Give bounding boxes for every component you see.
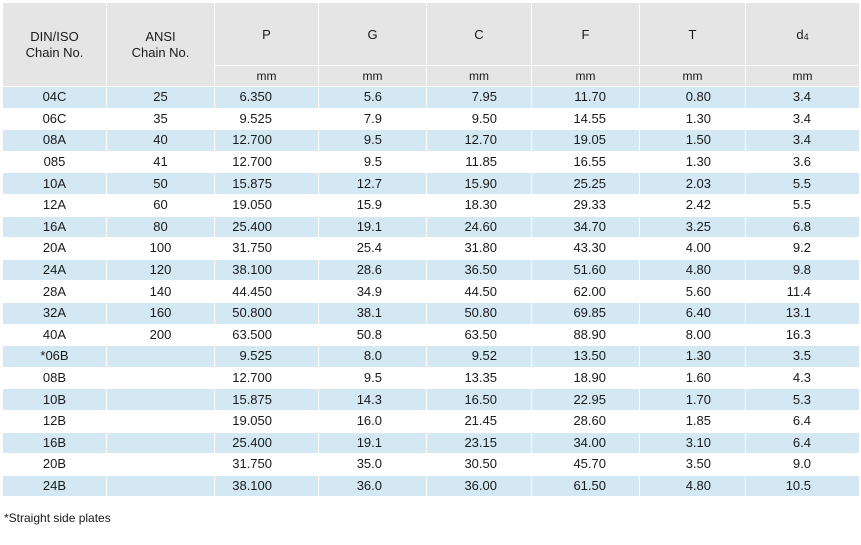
cell-p: 9.525 — [215, 108, 319, 130]
cell-t: 1.85 — [640, 410, 746, 432]
cell-t: 1.30 — [640, 108, 746, 130]
cell-g: 7.9 — [319, 108, 427, 130]
cell-ansi — [107, 432, 215, 454]
cell-g: 9.5 — [319, 130, 427, 152]
unit-g: mm — [319, 66, 427, 87]
cell-t: 1.70 — [640, 389, 746, 411]
cell-c: 50.80 — [427, 302, 532, 324]
cell-c: 63.50 — [427, 324, 532, 346]
cell-f: 88.90 — [532, 324, 640, 346]
unit-f: mm — [532, 66, 640, 87]
cell-c: 24.60 — [427, 216, 532, 238]
cell-p: 63.500 — [215, 324, 319, 346]
cell-f: 51.60 — [532, 259, 640, 281]
cell-t: 3.10 — [640, 432, 746, 454]
cell-ansi — [107, 367, 215, 389]
header-d4-main: d — [796, 26, 804, 42]
cell-d4: 13.1 — [746, 302, 860, 324]
header-row — [3, 3, 860, 66]
table-row — [3, 259, 860, 281]
header-ansi-line2: Chain No. — [131, 44, 190, 60]
cell-t: 3.50 — [640, 454, 746, 476]
cell-din-iso: 16A — [3, 216, 107, 238]
table-row — [3, 216, 860, 238]
cell-t: 1.60 — [640, 367, 746, 389]
cell-din-iso: 06C — [3, 108, 107, 130]
cell-d4: 5.5 — [746, 194, 860, 216]
cell-p: 44.450 — [215, 281, 319, 303]
cell-f: 45.70 — [532, 454, 640, 476]
cell-ansi: 50 — [107, 173, 215, 195]
cell-t: 3.25 — [640, 216, 746, 238]
cell-f: 34.70 — [532, 216, 640, 238]
cell-ansi — [107, 454, 215, 476]
cell-c: 12.70 — [427, 130, 532, 152]
cell-ansi: 200 — [107, 324, 215, 346]
cell-d4: 6.4 — [746, 410, 860, 432]
cell-c: 9.52 — [427, 346, 532, 368]
cell-t: 1.30 — [640, 151, 746, 173]
cell-c: 11.85 — [427, 151, 532, 173]
table-row — [3, 346, 860, 368]
cell-din-iso: 08B — [3, 367, 107, 389]
cell-g: 16.0 — [319, 410, 427, 432]
cell-g: 35.0 — [319, 454, 427, 476]
table-row — [3, 432, 860, 454]
cell-c: 44.50 — [427, 281, 532, 303]
cell-p: 31.750 — [215, 454, 319, 476]
table-row — [3, 238, 860, 260]
cell-din-iso: 08A — [3, 130, 107, 152]
cell-ansi: 41 — [107, 151, 215, 173]
table-body — [3, 87, 860, 497]
cell-f: 29.33 — [532, 194, 640, 216]
cell-g: 50.8 — [319, 324, 427, 346]
cell-p: 25.400 — [215, 216, 319, 238]
cell-f: 62.00 — [532, 281, 640, 303]
cell-c: 9.50 — [427, 108, 532, 130]
cell-c: 30.50 — [427, 454, 532, 476]
cell-f: 18.90 — [532, 367, 640, 389]
table-row — [3, 454, 860, 476]
cell-din-iso: *06B — [3, 346, 107, 368]
header-p: P — [215, 3, 319, 66]
cell-g: 9.5 — [319, 151, 427, 173]
table-row — [3, 324, 860, 346]
cell-g: 38.1 — [319, 302, 427, 324]
cell-d4: 5.5 — [746, 173, 860, 195]
cell-p: 19.050 — [215, 194, 319, 216]
cell-p: 38.100 — [215, 475, 319, 497]
cell-d4: 9.2 — [746, 238, 860, 260]
table-row — [3, 151, 860, 173]
cell-c: 13.35 — [427, 367, 532, 389]
cell-ansi: 35 — [107, 108, 215, 130]
cell-p: 31.750 — [215, 238, 319, 260]
cell-din-iso: 28A — [3, 281, 107, 303]
cell-c: 36.00 — [427, 475, 532, 497]
table-row — [3, 302, 860, 324]
table-row — [3, 367, 860, 389]
cell-p: 38.100 — [215, 259, 319, 281]
footnote: *Straight side plates — [4, 511, 111, 525]
cell-p: 15.875 — [215, 389, 319, 411]
cell-d4: 3.4 — [746, 108, 860, 130]
table-row — [3, 389, 860, 411]
cell-d4: 6.8 — [746, 216, 860, 238]
header-g: G — [319, 3, 427, 66]
cell-ansi — [107, 475, 215, 497]
cell-g: 8.0 — [319, 346, 427, 368]
cell-c: 15.90 — [427, 173, 532, 195]
header-d4-sub: 4 — [803, 31, 809, 42]
cell-ansi: 140 — [107, 281, 215, 303]
table-row — [3, 410, 860, 432]
cell-ansi — [107, 389, 215, 411]
cell-f: 19.05 — [532, 130, 640, 152]
cell-c: 23.15 — [427, 432, 532, 454]
cell-p: 9.525 — [215, 346, 319, 368]
header-ansi-line1: ANSI — [145, 28, 176, 44]
cell-t: 0.80 — [640, 87, 746, 109]
unit-d4: mm — [746, 66, 860, 87]
cell-c: 18.30 — [427, 194, 532, 216]
cell-f: 11.70 — [532, 87, 640, 109]
cell-d4: 9.8 — [746, 259, 860, 281]
header-c: C — [427, 3, 532, 66]
cell-g: 36.0 — [319, 475, 427, 497]
table-row — [3, 173, 860, 195]
header-d4 — [746, 3, 860, 66]
cell-g: 15.9 — [319, 194, 427, 216]
cell-f: 25.25 — [532, 173, 640, 195]
cell-t: 4.80 — [640, 475, 746, 497]
chain-dimensions-table — [2, 2, 860, 497]
header-din-iso — [3, 3, 107, 87]
cell-din-iso: 20A — [3, 238, 107, 260]
cell-t: 1.50 — [640, 130, 746, 152]
cell-t: 1.30 — [640, 346, 746, 368]
cell-f: 13.50 — [532, 346, 640, 368]
cell-d4: 16.3 — [746, 324, 860, 346]
cell-ansi: 160 — [107, 302, 215, 324]
table-row — [3, 194, 860, 216]
cell-d4: 6.4 — [746, 432, 860, 454]
cell-din-iso: 32A — [3, 302, 107, 324]
cell-f: 69.85 — [532, 302, 640, 324]
cell-ansi — [107, 410, 215, 432]
table-row — [3, 475, 860, 497]
cell-g: 5.6 — [319, 87, 427, 109]
cell-f: 28.60 — [532, 410, 640, 432]
cell-t: 4.80 — [640, 259, 746, 281]
cell-p: 50.800 — [215, 302, 319, 324]
cell-g: 12.7 — [319, 173, 427, 195]
cell-d4: 11.4 — [746, 281, 860, 303]
cell-ansi: 120 — [107, 259, 215, 281]
cell-din-iso: 04C — [3, 87, 107, 109]
cell-d4: 9.0 — [746, 454, 860, 476]
cell-din-iso: 12A — [3, 194, 107, 216]
cell-g: 9.5 — [319, 367, 427, 389]
cell-din-iso: 24B — [3, 475, 107, 497]
cell-t: 6.40 — [640, 302, 746, 324]
cell-c: 16.50 — [427, 389, 532, 411]
cell-p: 19.050 — [215, 410, 319, 432]
cell-din-iso: 20B — [3, 454, 107, 476]
table-row — [3, 281, 860, 303]
cell-g: 19.1 — [319, 216, 427, 238]
cell-d4: 3.6 — [746, 151, 860, 173]
cell-c: 36.50 — [427, 259, 532, 281]
unit-c: mm — [427, 66, 532, 87]
cell-p: 6.350 — [215, 87, 319, 109]
cell-ansi: 80 — [107, 216, 215, 238]
header-t: T — [640, 3, 746, 66]
cell-d4: 4.3 — [746, 367, 860, 389]
cell-t: 5.60 — [640, 281, 746, 303]
cell-f: 34.00 — [532, 432, 640, 454]
cell-d4: 3.4 — [746, 87, 860, 109]
header-din-iso-line1: DIN/ISO — [30, 28, 79, 44]
cell-t: 4.00 — [640, 238, 746, 260]
cell-f: 43.30 — [532, 238, 640, 260]
cell-c: 21.45 — [427, 410, 532, 432]
cell-ansi: 40 — [107, 130, 215, 152]
cell-din-iso: 10B — [3, 389, 107, 411]
cell-din-iso: 16B — [3, 432, 107, 454]
cell-din-iso: 10A — [3, 173, 107, 195]
cell-c: 7.95 — [427, 87, 532, 109]
cell-din-iso: 12B — [3, 410, 107, 432]
cell-din-iso: 085 — [3, 151, 107, 173]
cell-p: 12.700 — [215, 151, 319, 173]
cell-p: 12.700 — [215, 130, 319, 152]
cell-p: 25.400 — [215, 432, 319, 454]
cell-ansi: 60 — [107, 194, 215, 216]
header-din-iso-line2: Chain No. — [25, 44, 84, 60]
cell-ansi: 25 — [107, 87, 215, 109]
cell-f: 22.95 — [532, 389, 640, 411]
cell-f: 61.50 — [532, 475, 640, 497]
cell-g: 34.9 — [319, 281, 427, 303]
header-ansi — [107, 3, 215, 87]
cell-g: 28.6 — [319, 259, 427, 281]
table-row — [3, 87, 860, 109]
cell-t: 2.03 — [640, 173, 746, 195]
cell-d4: 3.4 — [746, 130, 860, 152]
cell-g: 14.3 — [319, 389, 427, 411]
cell-ansi — [107, 346, 215, 368]
cell-f: 16.55 — [532, 151, 640, 173]
cell-din-iso: 24A — [3, 259, 107, 281]
unit-p: mm — [215, 66, 319, 87]
header-f: F — [532, 3, 640, 66]
cell-t: 2.42 — [640, 194, 746, 216]
cell-ansi: 100 — [107, 238, 215, 260]
table-row — [3, 108, 860, 130]
cell-p: 12.700 — [215, 367, 319, 389]
table-row — [3, 130, 860, 152]
cell-d4: 3.5 — [746, 346, 860, 368]
cell-d4: 10.5 — [746, 475, 860, 497]
cell-p: 15.875 — [215, 173, 319, 195]
cell-d4: 5.3 — [746, 389, 860, 411]
cell-din-iso: 40A — [3, 324, 107, 346]
unit-t: mm — [640, 66, 746, 87]
cell-f: 14.55 — [532, 108, 640, 130]
cell-g: 25.4 — [319, 238, 427, 260]
cell-c: 31.80 — [427, 238, 532, 260]
cell-g: 19.1 — [319, 432, 427, 454]
cell-t: 8.00 — [640, 324, 746, 346]
